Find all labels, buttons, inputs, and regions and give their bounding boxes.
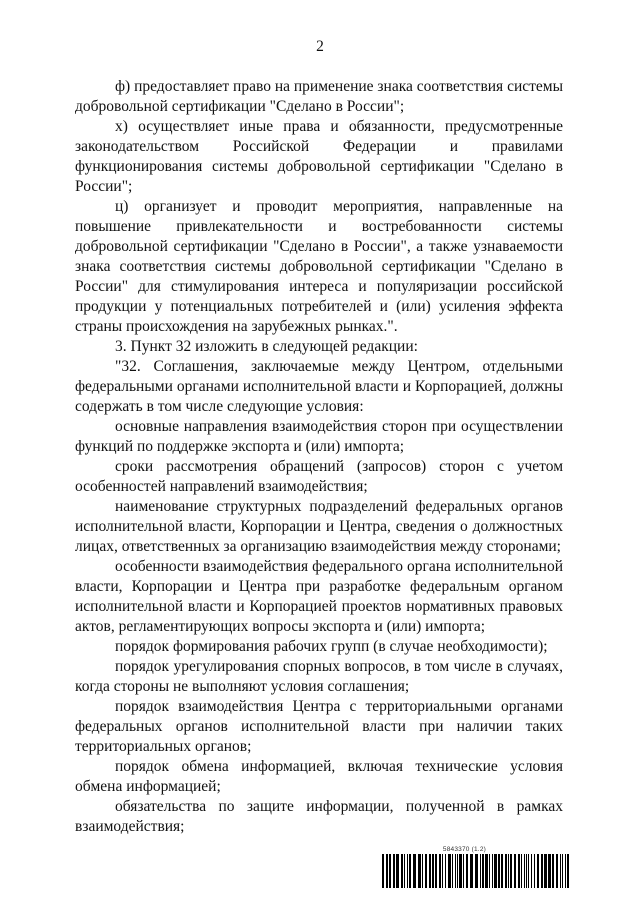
paragraph-ts: ц) организует и проводит мероприятия, направленные на повышение привлекательности и востребованности системы добровольной сертификации "Сделано в России", а также узнаваемости знака соответствия системы добровольной сертификации "Сделано в России" для стимулирования интереса и популяризации российской продукции у потенциальных потребителей и (или) усиления эффекта страны происхождения на зарубежных рынках.". bbox=[75, 198, 563, 335]
condition-deadlines: сроки рассмотрения обращений (запросов) сторон с учетом особенностей направлений взаимодействия; bbox=[75, 458, 563, 495]
barcode-icon bbox=[382, 854, 569, 888]
barcode-block bbox=[382, 846, 569, 888]
paragraph-f: ф) предоставляет право на применение знака соответствия системы добровольной сертификации "Сделано в России"; bbox=[75, 78, 563, 115]
condition-working-groups: порядок формирования рабочих групп (в случае необходимости); bbox=[115, 638, 548, 655]
condition-regulations: особенности взаимодействия федерального органа исполнительной власти, Корпорации и Центра при разработке федеральным органом исполнительной власти и Корпорацией проектов нормативных правовых актов, регламентирующих вопросы экспорта и (или) импорта; bbox=[75, 558, 563, 635]
condition-territorial: порядок взаимодействия Центра с территориальными органами федеральных органов исполнительной власти при наличии таких территориальных органов; bbox=[75, 698, 563, 755]
condition-disputes: порядок урегулирования спорных вопросов, в том числе в случаях, когда стороны не выполняют условия соглашения; bbox=[75, 658, 563, 695]
paragraph-item-3: 3. Пункт 32 изложить в следующей редакции: bbox=[115, 338, 418, 355]
condition-directions: основные направления взаимодействия сторон при осуществлении функций по поддержке экспорта и (или) импорта; bbox=[75, 418, 563, 455]
paragraph-clause-32: "32. Соглашения, заключаемые между Центром, отдельными федеральными органами исполнительной власти и Корпорацией, должны содержать в том числе следующие условия: bbox=[75, 358, 563, 415]
condition-departments: наименование структурных подразделений федеральных органов исполнительной власти, Корпорации и Центра, сведения о должностных лицах, ответственных за организацию взаимодействия между сторонами; bbox=[75, 498, 563, 555]
page-number: 2 bbox=[316, 38, 324, 55]
document-body bbox=[75, 77, 563, 837]
paragraph-kh: х) осуществляет иные права и обязанности, предусмотренные законодательством Российской Федерации и правилами функционирования системы добровольной сертификации "Сделано в России"; bbox=[75, 118, 563, 195]
condition-info-exchange: порядок обмена информацией, включая технические условия обмена информацией; bbox=[75, 758, 563, 795]
condition-info-protection: обязательства по защите информации, полученной в рамках взаимодействия; bbox=[75, 798, 563, 835]
barcode-number: 5843370 (1.2) bbox=[442, 846, 486, 853]
